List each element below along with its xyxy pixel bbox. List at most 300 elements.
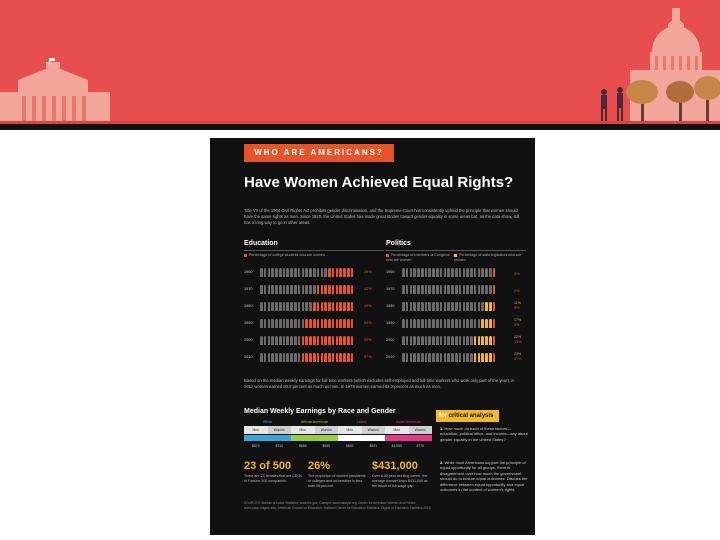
earnings-column-header: Women (268, 426, 292, 434)
person-icon (328, 336, 331, 345)
person-icon (313, 268, 316, 277)
person-icon (328, 302, 331, 311)
person-icon (268, 302, 271, 311)
person-icon (432, 336, 435, 345)
person-icon (286, 302, 289, 311)
earnings-columns (244, 426, 432, 434)
person-icon (485, 336, 488, 345)
person-icon (474, 285, 477, 294)
person-icon (451, 268, 454, 277)
person-icon (421, 268, 424, 277)
congress-percent: 3% (514, 272, 520, 276)
person-icon (343, 302, 346, 311)
politics-legend-a (386, 253, 452, 263)
person-icon (286, 353, 289, 362)
person-icon (279, 336, 282, 345)
legend-swatch (386, 254, 389, 257)
person-icon (351, 319, 354, 328)
row-year: 1970 (386, 287, 395, 291)
person-icon (432, 285, 435, 294)
person-icon (425, 319, 428, 328)
person-icon (436, 285, 439, 294)
person-icon (290, 336, 293, 345)
person-icon (470, 268, 473, 277)
person-icon (264, 268, 267, 277)
person-icon (481, 353, 484, 362)
person-icon (417, 336, 420, 345)
person-icon (481, 302, 484, 311)
earnings-group-label: Asian American (396, 420, 421, 424)
critical-analysis-title (436, 410, 499, 422)
person-icon (447, 336, 450, 345)
person-icon (264, 302, 267, 311)
earnings-title: Median Weekly Earnings by Race and Gender (244, 408, 396, 415)
person-icon (283, 268, 286, 277)
infographic-poster (210, 138, 535, 535)
person-icon (290, 302, 293, 311)
person-icon (328, 268, 331, 277)
person-icon (444, 268, 447, 277)
person-icon (313, 319, 316, 328)
earnings-group-label: African American (300, 420, 329, 424)
person-icon (305, 319, 308, 328)
person-icon (275, 319, 278, 328)
person-icon (332, 302, 335, 311)
person-icon (336, 336, 339, 345)
person-icon (474, 319, 477, 328)
person-icon (321, 336, 324, 345)
person-icon (493, 302, 496, 311)
person-icon (406, 268, 409, 277)
person-icon (286, 268, 289, 277)
person-icon (268, 336, 271, 345)
education-legend (244, 253, 364, 258)
earnings-column-header: Men (338, 426, 362, 434)
person-icon (466, 285, 469, 294)
politics-divider (386, 250, 526, 251)
person-icon (294, 353, 297, 362)
person-icon (451, 285, 454, 294)
person-icon (444, 336, 447, 345)
person-icon (339, 268, 342, 277)
person-icon (425, 268, 428, 277)
person-icon (474, 336, 477, 345)
earnings-value: $770 (416, 444, 425, 448)
person-icon (466, 319, 469, 328)
person-icon (317, 285, 320, 294)
person-icon (410, 302, 413, 311)
person-icon (493, 285, 496, 294)
person-icon (332, 353, 335, 362)
person-icon (410, 319, 413, 328)
person-icon (444, 285, 447, 294)
person-icon (336, 268, 339, 277)
person-icon (481, 268, 484, 277)
person-icon (474, 302, 477, 311)
person-icon (260, 353, 263, 362)
legend-swatch (244, 254, 247, 257)
person-icon (474, 268, 477, 277)
education-row (244, 336, 384, 346)
person-icon (410, 285, 413, 294)
person-icon (410, 268, 413, 277)
person-icon (294, 302, 297, 311)
person-icon (302, 319, 305, 328)
earnings-column-header: Men (291, 426, 315, 434)
person-icon (463, 319, 466, 328)
person-icon (294, 336, 297, 345)
person-icon (268, 319, 271, 328)
person-icon (313, 336, 316, 345)
person-icon (444, 302, 447, 311)
person-icon (313, 302, 316, 311)
person-icon (290, 319, 293, 328)
person-icon (485, 353, 488, 362)
critical-analysis-title-b: critical analysis (448, 413, 494, 419)
person-icons (402, 285, 495, 295)
person-icon (402, 353, 405, 362)
person-icon (321, 302, 324, 311)
person-icon (459, 353, 462, 362)
person-icon (402, 319, 405, 328)
person-icon (463, 353, 466, 362)
earnings-column-header: Women (409, 426, 433, 434)
person-icon (271, 336, 274, 345)
person-icon (332, 319, 335, 328)
question-2: 2. While most Americans support the principle of equal opportunity for all groups, there is disagreement over how much the government should do to ensure equal outcomes. Discuss the difference between equal opportunity and equal outcomes in the context of women's rights. (440, 460, 528, 493)
person-icon (268, 268, 271, 277)
person-icon (328, 353, 331, 362)
legislature-percent: 11% (514, 301, 521, 305)
intro-paragraph: Title VII of the 1964 Civil Rights Act prohibits gender discrimination, and the Supreme Court has consistently upheld the principle that women should have the same rights as men. Since 1920, the United States has made great strides toward gender equality in some areas but, as the data show, still has a long way to go in other areas. (244, 208, 520, 225)
earnings-group-label: Latino (356, 420, 367, 424)
person-icons (402, 336, 495, 346)
person-icon (432, 353, 435, 362)
person-icons (260, 285, 353, 295)
person-icon (260, 336, 263, 345)
person-icon (459, 302, 462, 311)
person-icon (271, 319, 274, 328)
person-icon (309, 268, 312, 277)
row-year: 1960 (244, 270, 253, 274)
person-icon (260, 319, 263, 328)
person-icon (279, 353, 282, 362)
person-icon (493, 319, 496, 328)
critical-analysis-box (436, 410, 530, 532)
person-icon (466, 336, 469, 345)
person-icon (451, 319, 454, 328)
person-icon (260, 268, 263, 277)
legislature-percent: 17% (514, 318, 522, 322)
person-icon (470, 285, 473, 294)
person-icon (283, 353, 286, 362)
row-year: 1980 (386, 304, 395, 308)
person-icon (459, 319, 462, 328)
person-icon (283, 285, 286, 294)
earnings-value: $665 (298, 444, 307, 448)
person-icon (324, 285, 327, 294)
person-icon (440, 285, 443, 294)
person-icon (489, 285, 492, 294)
education-row (244, 268, 384, 278)
person-icon (444, 319, 447, 328)
congress-percent: 13% (514, 340, 522, 344)
person-icon (302, 353, 305, 362)
person-icon (294, 285, 297, 294)
person-icon (321, 319, 324, 328)
education-row (244, 319, 384, 329)
person-icon (336, 285, 339, 294)
person-icon (317, 302, 320, 311)
person-icon (275, 268, 278, 277)
earnings-value: $1,055 (391, 444, 402, 448)
education-row (244, 302, 384, 312)
person-icon (351, 285, 354, 294)
person-icon (478, 302, 481, 311)
person-icon (324, 302, 327, 311)
person-icon (425, 285, 428, 294)
person-icon (343, 336, 346, 345)
person-icon (268, 353, 271, 362)
stat-caption: There are 23 females that are CEOs of Fortune 500 companies. (244, 474, 302, 483)
person-icon (485, 302, 488, 311)
person-icons (260, 319, 353, 329)
earnings-column-header: Men (244, 426, 268, 434)
legislature-percent: 23% (514, 352, 522, 356)
person-icon (309, 302, 312, 311)
person-icon (279, 319, 282, 328)
person-icon (286, 285, 289, 294)
stat-value: $431,000 (372, 460, 418, 472)
person-icon (428, 285, 431, 294)
person-icon (324, 336, 327, 345)
question-1: 1. How much do each of these factors—education, political office, and income—say about gender equality in the United States? (440, 426, 528, 442)
person-icons (402, 319, 495, 329)
person-icon (478, 353, 481, 362)
person-icons (260, 268, 353, 278)
person-icon (305, 285, 308, 294)
person-icon (309, 336, 312, 345)
person-icon (351, 268, 354, 277)
person-icon (305, 336, 308, 345)
person-icon (455, 285, 458, 294)
person-icon (421, 319, 424, 328)
politics-row (386, 319, 531, 329)
legend-swatch (454, 254, 457, 257)
person-icon (436, 319, 439, 328)
stat-college-presidents (308, 460, 368, 489)
person-icon (466, 302, 469, 311)
congress-percent: 3% (514, 306, 520, 310)
person-icon (298, 285, 301, 294)
person-icons (402, 268, 495, 278)
person-icon (339, 353, 342, 362)
person-icon (339, 319, 342, 328)
person-icon (347, 285, 350, 294)
person-icon (321, 268, 324, 277)
skyline-illustration (0, 0, 720, 124)
politics-row (386, 336, 531, 346)
person-icon (459, 268, 462, 277)
person-icon (351, 353, 354, 362)
person-icon (463, 336, 466, 345)
person-icon (413, 285, 416, 294)
person-icon (298, 302, 301, 311)
person-icon (271, 285, 274, 294)
person-icon (406, 302, 409, 311)
row-year: 1980 (244, 304, 253, 308)
person-icon (406, 319, 409, 328)
person-icon (264, 319, 267, 328)
person-icons (260, 302, 353, 312)
person-icon (317, 353, 320, 362)
person-icon (478, 268, 481, 277)
person-icon (283, 336, 286, 345)
person-icon (447, 285, 450, 294)
person-icon (428, 302, 431, 311)
earnings-column-header: Women (362, 426, 386, 434)
person-icon (279, 268, 282, 277)
politics-legend-b-text: Percentage of state legislators who are women (454, 253, 522, 262)
person-icon (489, 319, 492, 328)
congress-percent: 2% (514, 289, 520, 293)
person-icon (470, 353, 473, 362)
person-icon (328, 285, 331, 294)
row-year: 2000 (244, 338, 253, 342)
person-icon (286, 319, 289, 328)
person-icon (302, 302, 305, 311)
person-icon (264, 285, 267, 294)
congress-percent: 5% (514, 323, 520, 327)
person-icon (478, 336, 481, 345)
row-percent: 29% (364, 270, 372, 274)
stat-caption: The proportion of women presidents of colleges and universities is less than 26 percent. (308, 474, 366, 488)
person-icon (294, 319, 297, 328)
person-icon (347, 319, 350, 328)
person-icon (264, 336, 267, 345)
person-icon (343, 319, 346, 328)
stat-value: 26% (308, 460, 331, 472)
person-icon (309, 285, 312, 294)
person-icon (466, 353, 469, 362)
person-icon (463, 285, 466, 294)
earnings-value: $521 (369, 444, 378, 448)
person-icon (455, 353, 458, 362)
person-icon (332, 285, 335, 294)
person-icon (309, 353, 312, 362)
person-icon (406, 336, 409, 345)
person-icon (493, 353, 496, 362)
person-icon (440, 336, 443, 345)
politics-title: Politics (386, 240, 411, 247)
row-year: 2010 (386, 355, 395, 359)
earnings-value: $879 (251, 444, 260, 448)
person-icon (313, 353, 316, 362)
person-icon (290, 268, 293, 277)
person-icon (302, 336, 305, 345)
person-icon (466, 268, 469, 277)
earnings-column-header: Men (385, 426, 409, 434)
person-icon (283, 302, 286, 311)
politics-row (386, 268, 531, 278)
education-divider (244, 250, 384, 251)
person-icon (402, 336, 405, 345)
person-icon (447, 268, 450, 277)
person-icon (432, 268, 435, 277)
politics-row (386, 302, 531, 312)
person-icon (298, 336, 301, 345)
person-icon (275, 302, 278, 311)
person-icon (413, 302, 416, 311)
person-icon (436, 353, 439, 362)
education-title: Education (244, 240, 278, 247)
row-year: 1990 (386, 321, 395, 325)
person-icon (324, 319, 327, 328)
person-icon (421, 285, 424, 294)
person-icon (447, 353, 450, 362)
person-icon (290, 285, 293, 294)
stat-ceos (244, 460, 304, 484)
person-icon (332, 336, 335, 345)
person-icon (478, 319, 481, 328)
row-year: 1990 (244, 321, 253, 325)
person-icon (260, 285, 263, 294)
section-tag: WHO ARE AMERICANS? (244, 144, 394, 162)
person-icon (489, 302, 492, 311)
person-icon (432, 302, 435, 311)
person-icon (470, 319, 473, 328)
person-icon (317, 268, 320, 277)
person-icon (283, 319, 286, 328)
person-icon (413, 336, 416, 345)
person-icon (279, 302, 282, 311)
person-icon (264, 353, 267, 362)
person-icon (347, 353, 350, 362)
person-icon (489, 353, 492, 362)
person-icon (417, 285, 420, 294)
person-icon (485, 268, 488, 277)
person-icon (317, 319, 320, 328)
person-icon (421, 302, 424, 311)
person-icon (436, 336, 439, 345)
person-icon (413, 268, 416, 277)
person-icon (459, 285, 462, 294)
person-icon (493, 336, 496, 345)
row-year: 1970 (244, 287, 253, 291)
question-1-text: How much do each of these factors—education, political office, and income—say about gender equality in the United States? (440, 426, 528, 442)
person-icon (463, 268, 466, 277)
person-icon (343, 353, 346, 362)
person-icon (421, 336, 424, 345)
person-icon (489, 268, 492, 277)
person-icon (336, 302, 339, 311)
person-icon (275, 285, 278, 294)
person-icon (279, 285, 282, 294)
person-icon (343, 268, 346, 277)
person-icon (481, 319, 484, 328)
person-icon (425, 302, 428, 311)
education-legend-text: Percentage of college students who are women (249, 253, 325, 257)
person-icon (336, 319, 339, 328)
row-percent: 54% (364, 321, 372, 325)
person-icon (271, 302, 274, 311)
wage-note: Based on the median weekly earnings for full-time workers (which excludes self-employed and full-time workers who work only part of the year), in 2012 women earned 80.9 percent as much as men. In 1979 women earned 62.3 percent as much as men. (244, 378, 515, 389)
person-icon (321, 353, 324, 362)
earnings-color-stripe (244, 435, 432, 441)
poster-headline: Have Women Achieved Equal Rights? (244, 174, 514, 191)
person-icon (440, 353, 443, 362)
person-icon (298, 319, 301, 328)
